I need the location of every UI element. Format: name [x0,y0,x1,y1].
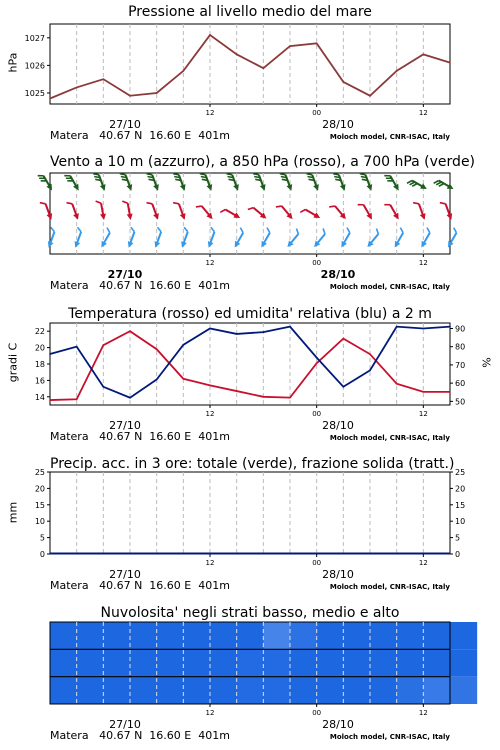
cloud-cell-medio [210,649,237,676]
location-lat: 40.67 N [99,129,143,142]
rh-y-tick-label: 50 [455,397,466,407]
wind-location-info: Matera 40.67 N 16.60 E 401m [50,279,230,292]
cloud-cell-alto [450,622,477,649]
wind-model-credit: Moloch model, CNR-ISAC, Italy [329,283,450,291]
x-tick-label: 00 [312,109,322,117]
cloud-cell-basso [370,677,397,704]
temp-date-label-28-10: 28/10 [322,419,354,432]
pressure-y-tick-label: 1025 [24,88,45,98]
cloud-cell-alto [263,622,290,649]
date-label-27-10: 27/10 [109,118,141,131]
x-tick-label: 12 [205,559,215,567]
cloud-cell-basso [423,677,450,704]
precip-y-tick-label: 0 [39,550,45,559]
rh-y-tick-label: 80 [455,342,466,352]
precip-y-tick-label-right: 15 [455,500,466,510]
temp-chart-title: Temperatura (rosso) ed umidita' relativa (blu) a 2 m [68,306,432,322]
rh-y-tick-label: 90 [455,324,466,334]
cloud-cell-basso [263,677,290,704]
x-tick-label: 12 [205,259,215,267]
cloud-cell-alto [183,622,210,649]
x-tick-label: 12 [205,709,215,717]
cloud-cell-basso [183,677,210,704]
temp-location-info: Matera 40.67 N 16.60 E 401m [50,430,230,443]
cloud-cell-medio [397,649,424,676]
temp-y-tick-label: 22 [34,327,45,337]
precip-y-tick-label-right: 10 [455,517,466,527]
x-tick-label: 12 [418,410,428,418]
precip-y-tick-label-right: 5 [455,533,461,543]
x-tick-label: 12 [418,559,428,567]
x-tick-label: 12 [205,109,215,117]
cloud-date-label-28-10: 28/10 [322,718,354,731]
temp-y-tick-label: 18 [34,360,45,369]
x-tick-label: 00 [312,559,322,567]
cloud-cell-medio [157,649,184,676]
cloud-model-credit: Moloch model, CNR-ISAC, Italy [329,733,450,741]
precip-y-tick-label: 25 [34,468,45,477]
pressure-y-tick-label: 1026 [24,61,45,71]
cloud-cell-medio [343,649,370,676]
cloud-cell-basso [130,677,157,704]
precip-y-tick-label: 5 [39,533,45,543]
pressure-ylabel: hPa [6,52,20,73]
precip-y-tick-label-right: 20 [455,484,466,494]
temp-y-tick-label: 14 [34,392,45,402]
cloud-cell-basso [103,677,130,704]
cloud-cell-medio [450,649,477,676]
wind-date-label-27-10: 27/10 [107,268,143,281]
cloud-cell-basso [210,677,237,704]
temp-date-label-27-10: 27/10 [109,419,141,432]
cloud-cell-medio [317,649,344,676]
cloud-cell-basso [157,677,184,704]
cloud-cell-medio [237,649,264,676]
location-name: Matera [50,129,89,142]
date-label-28-10: 28/10 [322,118,354,131]
temp-model-credit: Moloch model, CNR-ISAC, Italy [329,434,450,442]
cloud-cell-basso [343,677,370,704]
location-lon: 16.60 E [149,129,192,142]
cloud-cell-alto [237,622,264,649]
precip-y-tick-label-right: 0 [455,550,461,559]
cloud-cell-basso [77,677,104,704]
cloud-cell-alto [77,622,104,649]
wind-date-label-28-10: 28/10 [320,268,356,281]
precip-chart-title: Precip. acc. in 3 ore: totale (verde), frazione solida (tratt.) [50,456,455,472]
cloud-cell-medio [370,649,397,676]
cloud-cell-basso [290,677,317,704]
cloud-cell-medio [183,649,210,676]
cloud-cell-alto [103,622,130,649]
cloud-cell-basso [397,677,424,704]
precip-y-tick-label: 10 [34,517,45,527]
cloud-cell-alto [397,622,424,649]
cloud-cell-alto [290,622,317,649]
cloud-cell-medio [130,649,157,676]
cloud-cell-alto [317,622,344,649]
cloud-cell-alto [50,622,77,649]
location-alt: 401m [198,129,230,142]
temp-ylabel: gradi C [6,342,20,383]
x-tick-label: 12 [418,109,428,117]
precip-y-tick-label: 15 [34,500,45,510]
model-credit: Moloch model, CNR-ISAC, Italy [329,133,450,141]
x-tick-label: 00 [312,259,322,267]
cloud-cell-basso [317,677,344,704]
precip-y-tick-label-right: 25 [455,468,466,477]
cloud-cell-medio [290,649,317,676]
temp-y-tick-label: 16 [34,376,45,386]
cloud-cell-basso [237,677,264,704]
cloud-cell-medio [263,649,290,676]
x-tick-label: 12 [418,709,428,717]
cloud-cell-medio [77,649,104,676]
precip-model-credit: Moloch model, CNR-ISAC, Italy [329,583,450,591]
rh-y-tick-label: 60 [455,379,466,389]
precip-date-label-28-10: 28/10 [322,568,354,581]
cloud-cell-alto [210,622,237,649]
temp-y-tick-label: 20 [34,343,45,353]
cloud-date-label-27-10: 27/10 [109,718,141,731]
cloud-cell-medio [103,649,130,676]
cloud-cell-alto [370,622,397,649]
cloud-cell-basso [450,677,477,704]
rh-y-tick-label: 70 [455,360,466,370]
cloud-cell-basso [50,677,77,704]
x-tick-label: 12 [418,259,428,267]
wind-chart-title: Vento a 10 m (azzurro), a 850 hPa (rosso), a 700 hPa (verde) [50,154,476,170]
rh-ylabel: % [480,357,494,368]
cloud-cell-alto [343,622,370,649]
cloud-cell-medio [50,649,77,676]
x-tick-label: 12 [205,410,215,418]
precip-date-label-27-10: 27/10 [109,568,141,581]
pressure-y-tick-label: 1027 [24,33,45,43]
precip-ylabel: mm [6,501,20,524]
precip-y-tick-label: 20 [34,484,45,494]
pressure-chart-title: Pressione al livello medio del mare [128,4,372,20]
cloud-cell-alto [130,622,157,649]
cloud-cell-alto [157,622,184,649]
cloud-location-info: Matera 40.67 N 16.60 E 401m [50,729,230,742]
x-tick-label: 00 [312,709,322,717]
precip-location-info: Matera 40.67 N 16.60 E 401m [50,579,230,592]
cloud-chart-title: Nuvolosita' negli strati basso, medio e alto [100,605,400,621]
cloud-cell-medio [423,649,450,676]
x-tick-label: 00 [312,410,322,418]
cloud-cell-alto [423,622,450,649]
